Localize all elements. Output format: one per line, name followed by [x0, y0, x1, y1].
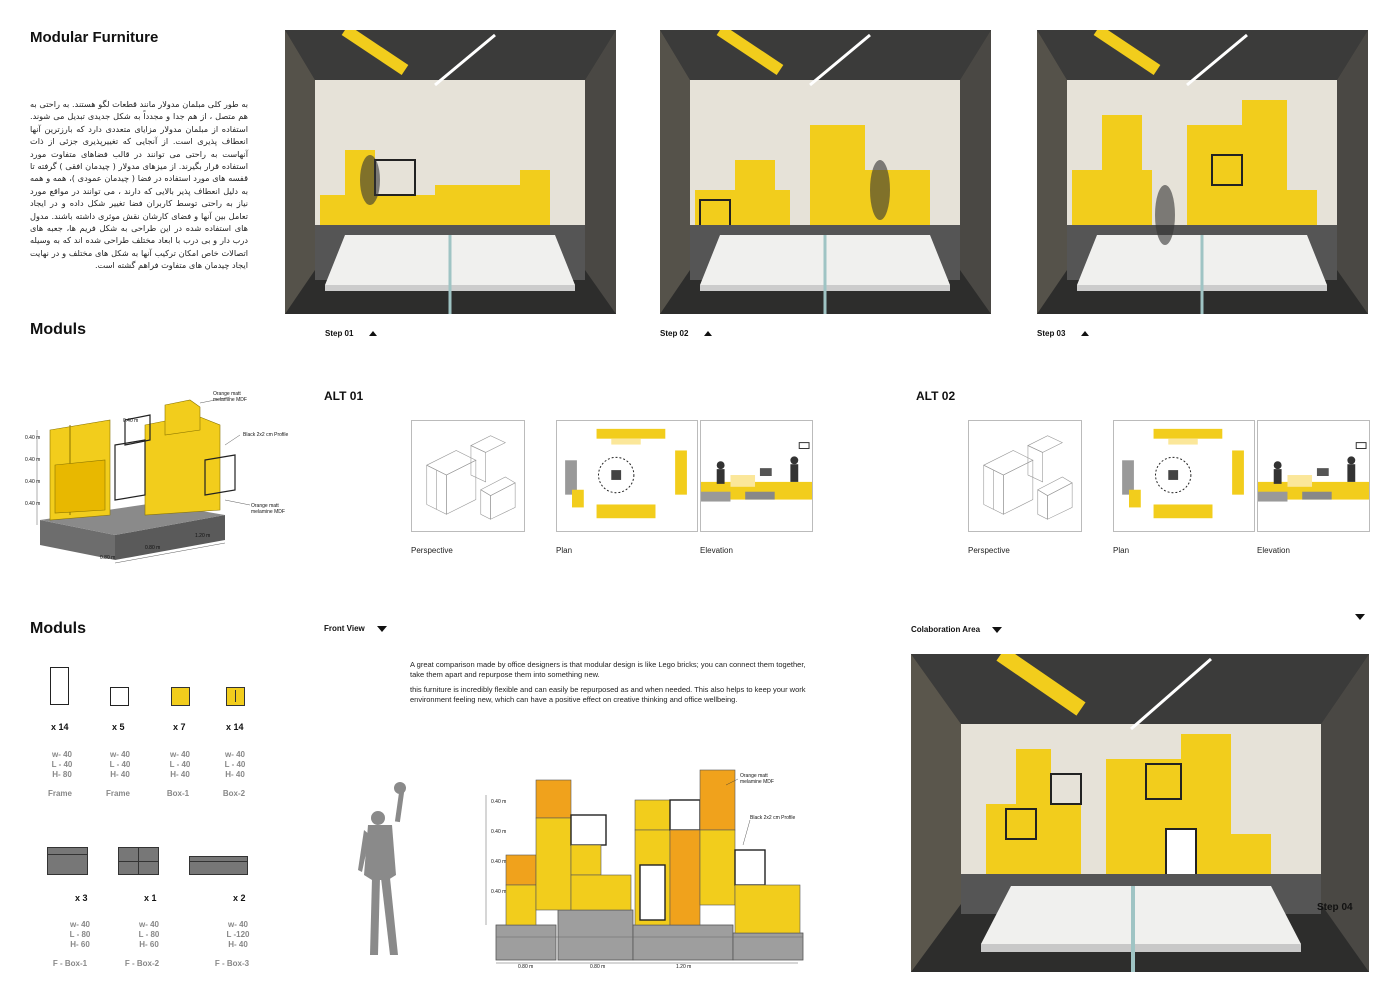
frame-small-dims: [102, 750, 138, 780]
iso-dim-w1: 0.80 m: [100, 555, 116, 561]
iso-dim-d4: 0.40 m: [25, 501, 41, 507]
box-1-count: x 7: [173, 722, 186, 732]
triangle-up-icon: [1081, 331, 1089, 336]
step-03-text: Step 03: [1037, 329, 1066, 338]
alt-01-elevation: [700, 420, 813, 532]
frame-small-count: x 5: [112, 722, 125, 732]
front-dim-h2: 0.40 m: [491, 829, 507, 835]
iso-dim-t1: 0.40 m: [123, 418, 139, 424]
f-box-3-count: x 2: [233, 893, 246, 903]
dim-l: L - 40: [109, 760, 131, 769]
dim-l: L - 80: [69, 930, 91, 939]
modulor-figure: [350, 780, 420, 960]
box-2-icon: [226, 687, 245, 706]
f-box-3-dims: [218, 920, 258, 950]
alt-02-perspective: [968, 420, 1082, 532]
alt-02-elevation: [1257, 420, 1370, 532]
f-box-1-icon: [47, 847, 88, 875]
dim-w: w- 40: [109, 750, 130, 759]
f-box-1-dims: [60, 920, 100, 950]
dim-w: w- 40: [138, 920, 159, 929]
page-title: Modular Furniture: [30, 29, 159, 46]
front-dim-w1: 0.80 m: [518, 964, 534, 970]
step-01-label: [325, 329, 377, 338]
front-view-label: [324, 624, 387, 633]
iso-note-3: Orange matt melamine MDF: [251, 503, 285, 515]
dim-h: H- 40: [225, 770, 245, 779]
alt-01-cap-perspective: Perspective: [411, 546, 453, 555]
frame-tall-count: x 14: [51, 722, 69, 732]
alt-02-plan: [1113, 420, 1255, 532]
frame-small-name: Frame: [105, 789, 130, 798]
frame-small-icon: [110, 687, 129, 706]
f-box-2-dims: [129, 920, 169, 950]
dim-l: L - 40: [224, 760, 246, 769]
triangle-down-icon: [992, 627, 1002, 633]
step-01-text: Step 01: [325, 329, 354, 338]
box-1-name: Box-1: [166, 789, 190, 798]
isometric-diagram: [25, 385, 305, 565]
dim-h: H- 40: [110, 770, 130, 779]
frame-tall-name: Frame: [47, 789, 72, 798]
iso-dim-d1: 0.40 m: [25, 435, 41, 441]
triangle-up-icon: [369, 331, 377, 336]
triangle-down-icon: [377, 626, 387, 632]
iso-note-2: Black 2x2 cm Profile: [243, 432, 289, 438]
dim-w: w- 40: [51, 750, 72, 759]
step-02-text: Step 02: [660, 329, 689, 338]
dim-l: L - 40: [169, 760, 191, 769]
alt-01-cap-plan: Plan: [556, 546, 573, 555]
frame-tall-dims: [44, 750, 80, 780]
alt-01-title: ALT 01: [324, 389, 364, 403]
colaboration-area-text: Colaboration Area: [911, 625, 981, 634]
iso-dim-w3: 1.20 m: [195, 533, 211, 539]
step-01-photo: [285, 30, 616, 314]
dim-h: H- 40: [228, 940, 248, 949]
box-1-dims: [162, 750, 198, 780]
front-note-2: Black 2x2 cm Profile: [750, 815, 796, 821]
description-p1: A great comparison made by office designers is that modular design is like Lego bricks; you can connect them together, take them apart and repurpose them into something new.: [410, 660, 806, 679]
colaboration-photo: [911, 654, 1369, 972]
step-03-photo: [1037, 30, 1368, 314]
box-1-icon: [171, 687, 190, 706]
dim-h: H- 40: [170, 770, 190, 779]
dim-w: w- 40: [69, 920, 90, 929]
box-2-name: Box-2: [222, 789, 246, 798]
dim-h: H- 60: [139, 940, 159, 949]
alt-01-perspective: [411, 420, 525, 532]
step-02-photo: [660, 30, 991, 314]
front-dim-h3: 0.40 m: [491, 859, 507, 865]
front-dim-w2: 0.80 m: [590, 964, 606, 970]
f-box-1-count: x 3: [75, 893, 88, 903]
colaboration-area-label: [911, 625, 1002, 634]
intro-text: به طور کلی مبلمان مدولار مانند قطعات لگو هستند. به راحتی به هم متصل ، از هم جدا و مجدداً به شکل جدیدی تبدیل می شوند. استفاده از مبلمان مدولار مزایای متعددی دارد که بارزترین آنها انعطاف پذیری است. از آنجایی که تغییرپذیری جزئی از ذات آنهاست به راحتی می توانند در قالب فضاهای متفاوت مورد استفاده قرار بگیرند. از میزهای مدولار ( چیدمان افقی ) گرفته تا قفسه های مورد استفاده در فضا ( چیدمان عمودی )، همه و همه به دلیل انعطاف پذیر بالایی که دارند ، می توانند در مواقع مورد نیاز به راحتی توسط کاربران فضا تغییر شکل داده و در ایجاد تعامل بین آنها و فضای کارشان نقش موثری داشته باشند. مدول های استفاده شده در این طراحی به شکل فریم ها، جعبه های درب دار و بی درب با ابعاد مختلف طراحی شده اند که به وسیله اتصالات خاص امکان ترکیب آنها به شکل های مختلف و در نهایت ایجاد چیدمان های متفاوت فراهم گشته است.: [30, 99, 248, 271]
dim-h: H- 80: [52, 770, 72, 779]
iso-dim-d2: 0.40 m: [25, 457, 41, 463]
dim-w: w- 40: [227, 920, 248, 929]
iso-dim-d3: 0.40 m: [25, 479, 41, 485]
dim-w: w- 40: [224, 750, 245, 759]
f-box-2-icon: [118, 847, 159, 875]
alt-01-plan: [556, 420, 698, 532]
f-box-2-count: x 1: [144, 893, 157, 903]
front-note-1: Orange matt melamine MDF: [740, 773, 774, 785]
alt-02-cap-plan: Plan: [1113, 546, 1130, 555]
moduls-heading-1: Moduls: [30, 321, 86, 338]
front-dim-h4: 0.40 m: [491, 889, 507, 895]
f-box-1-name: F - Box-1: [52, 959, 88, 968]
triangle-down-icon: [1355, 614, 1365, 620]
f-box-2-name: F - Box-2: [124, 959, 160, 968]
frame-tall-icon: [50, 667, 69, 705]
alt-02-title: ALT 02: [916, 389, 956, 403]
dim-l: L -120: [226, 930, 250, 939]
dim-w: w- 40: [169, 750, 190, 759]
triangle-up-icon: [704, 331, 712, 336]
alt-02-cap-perspective: Perspective: [968, 546, 1010, 555]
dim-h: H- 60: [70, 940, 90, 949]
iso-note-1: Orange matt melamine MDF: [213, 391, 247, 403]
front-dim-w3: 1.20 m: [676, 964, 692, 970]
step-03-label: [1037, 329, 1089, 338]
front-elevation-drawing: [478, 765, 823, 970]
f-box-3-name: F - Box-3: [214, 959, 250, 968]
moduls-heading-2: Moduls: [30, 620, 86, 637]
dim-l: L - 40: [51, 760, 73, 769]
step-02-label: [660, 329, 712, 338]
dim-l: L - 80: [138, 930, 160, 939]
box-2-dims: [217, 750, 253, 780]
front-view-text: Front View: [324, 624, 365, 633]
description-p2: this furniture is incredibly flexible and can easily be repurposed as and when needed. This also helps to keep your work environment feeling new, which can have a positive effect on creative thinking and office wellbeing.: [410, 685, 806, 704]
front-dim-h1: 0.40 m: [491, 799, 507, 805]
alt-02-cap-elevation: Elevation: [1257, 546, 1290, 555]
alt-01-cap-elevation: Elevation: [700, 546, 733, 555]
iso-dim-w2: 0.80 m: [145, 545, 161, 551]
step-04-label: Step 04: [1317, 902, 1353, 913]
f-box-3-icon: [189, 856, 248, 875]
box-2-count: x 14: [226, 722, 244, 732]
